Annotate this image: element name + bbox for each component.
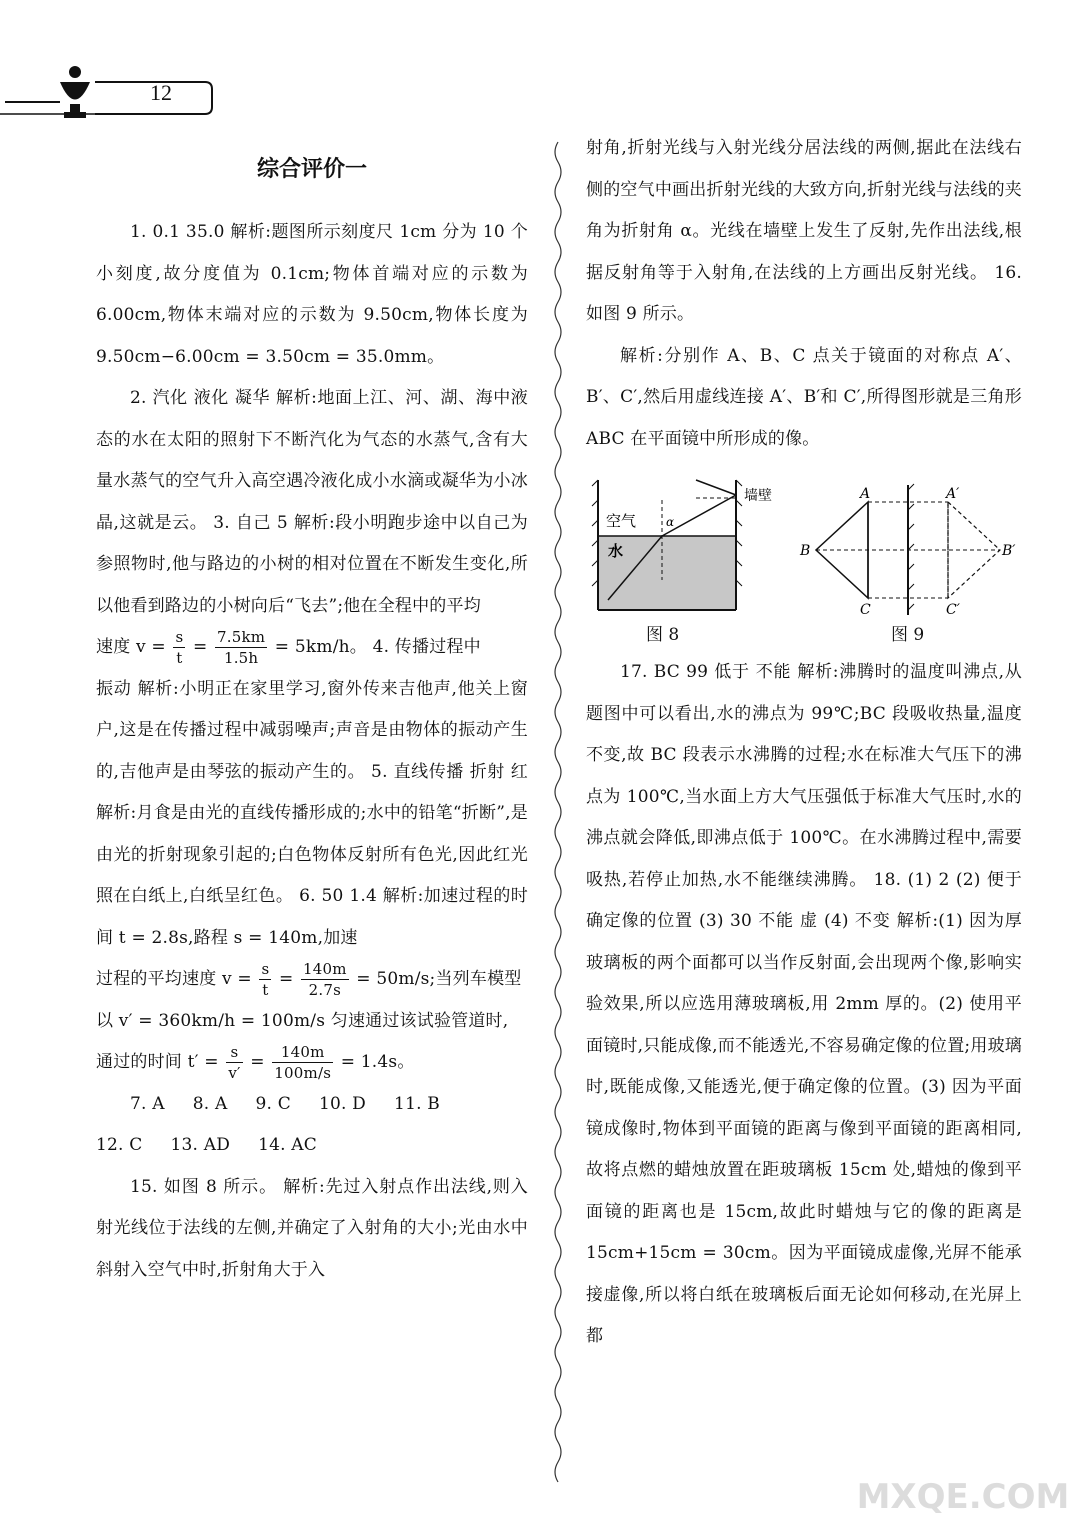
- fig9-label-A-prime: A′: [946, 486, 960, 502]
- fig8-water-label: 水: [608, 542, 624, 560]
- fig8-air-label: 空气: [606, 512, 637, 530]
- page-title: 综合评价一: [256, 157, 367, 182]
- fig9-label-A: A: [860, 486, 871, 502]
- trophy-header-icon: [0, 62, 230, 122]
- speed-conversion-line: 以 v′ = 360km/h = 100m/s 匀速通过该试验管道时,: [96, 1010, 509, 1031]
- figure-9-diagram: [796, 480, 1022, 620]
- svg-text:MXQE.COM: MXQE.COM: [856, 1477, 1070, 1517]
- fig8-alpha-label: α: [666, 515, 675, 529]
- fig9-label-C: C: [860, 602, 871, 618]
- fig9-caption: 图 9: [891, 625, 925, 645]
- watermark-logo: [853, 1428, 1073, 1528]
- figures-area: [586, 470, 1022, 650]
- left-column: [96, 212, 528, 1291]
- speed-formula-line: 速度 v = $\frac{s}{t}$ = $\frac{7.5km}{1.5h}$ = 5km/h。 4. 传播过程中: [96, 628, 481, 667]
- right-column-bottom: [586, 652, 1022, 1358]
- answer-17-18: 17. BC 99 低于 不能 解析:沸腾时的温度叫沸点,从题图中可以看出,水的沸点为 99℃;BC 段吸收热量,温度不变,故 BC 段表示水沸腾的过程;水在标准大气压下的沸点为 100℃,当水面上方大气压强低于标准大气压时,水的沸点就会降低,即沸点低于 100℃。在水沸腾过程中,需要吸热,若停止加热,水不能继续沸腾。 18. (1) 2 (2) 便于确定像的位置 (3) 30 不能 虚 (4) 不变 解析:(1) 因为厚玻璃板的两个面都可以当作反射面,会出现两个像,影响实验效果,所以应选用薄玻璃板,用 2mm 厚的。(2) 使用平面镜时,只能成像,而不能透光,不容易确定像的位置;用玻璃时,既能成像,又能透光,便于确定像的位置。(3) 因为平面镜成像时,物体到平面镜的距离与像到平面镜的距离相同,故将点燃的蜡烛放置在距玻璃板 15cm 处,蜡烛的像到平面镜的距离也是 15cm,故此时蜡烛与它的像的距离是 15cm+15cm = 30cm。因为平面镜成虚像,光屏不能承接虚像,所以将白纸在玻璃板后面无论如何移动,在光屏上都: [586, 662, 1022, 1346]
- fig8-caption: 图 8: [646, 625, 680, 645]
- answer-1: 1. 0.1 35.0 解析:题图所示刻度尺 1cm 分为 10 个小刻度,故分度值为 0.1cm;物体首端对应的示数为 6.00cm,物体末端对应的示数为 9.50cm,物体长度为 9.50cm−6.00cm = 3.50cm = 35.0mm。: [96, 222, 528, 367]
- fig9-label-B-prime: B′: [1002, 543, 1016, 559]
- answer-15-continued: 射角,折射光线与入射光线分居法线的两侧,据此在法线右侧的空气中画出折射光线的大致方向,折射光线与法线的夹角为折射角 α。光线在墙壁上发生了反射,先作出法线,根据反射角等于入射角,在法线的上方画出反射光线。 16. 如图 9 所示。: [586, 138, 1022, 324]
- figure-8-diagram: [586, 470, 772, 620]
- time-formula-line: 通过的时间 t′ = $\frac{s}{v'}$ = $\frac{140m}{100m/s}$ = 1.4s。: [96, 1043, 415, 1082]
- answer-16: 解析:分别作 A、B、C 点关于镜面的对称点 A′、B′、C′,然后用虚线连接 A′、B′和 C′,所得图形就是三角形 ABC 在平面镜中所形成的像。: [586, 345, 1022, 449]
- fig9-label-B: B: [800, 543, 811, 559]
- answer-4-5-6: 振动 解析:小明正在家里学习,窗外传来吉他声,他关上窗户,这是在传播过程中减弱噪声;声音是由物体的振动产生的,吉他声是由琴弦的振动产生的。 5. 直线传播 折射 红 解析:月食是由光的直线传播形成的;水中的铅笔“折断”,是由光的折射现象引起的;白色物体反射所有色光,因此红光照在白纸上,白纸呈红色。 6. 50 1.4 解析:加速过程的时间 t = 2.8s,路程 s = 140m,加速: [96, 678, 528, 948]
- column-divider: [548, 142, 568, 1482]
- right-column-top: [586, 128, 1022, 460]
- choice-answers-row-2: 12. C 13. AD 14. AC: [96, 1135, 317, 1155]
- page-number: 12: [150, 80, 172, 105]
- fig8-wall-label: 墙壁: [744, 488, 772, 504]
- answer-15: 15. 如图 8 所示。 解析:先过入射点作出法线,则入射光线位于法线的左侧,并确定了入射角的大小;光由水中斜射入空气中时,折射角大于入: [96, 1176, 528, 1280]
- answer-2-3: 2. 汽化 液化 凝华 解析:地面上江、河、湖、海中液态的水在太阳的照射下不断汽化为气态的水蒸气,含有大量水蒸气的空气升入高空遇冷液化成小水滴或凝华为小冰晶,这就是云。 3. 自己 5 解析:段小明跑步途中以自己为参照物时,他与路边的小树的相对位置在不断发生变化,所以他看到路边的小树向后“飞去”;他在全程中的平均: [96, 388, 528, 616]
- fig9-label-C-prime: C′: [946, 602, 960, 618]
- choice-answers-row-1: 7. A 8. A 9. C 10. D 11. B: [130, 1093, 440, 1114]
- avg-speed-formula-line: 过程的平均速度 v = $\frac{s}{t}$ = $\frac{140m}{2.7s}$ = 50m/s;当列车模型: [96, 960, 522, 999]
